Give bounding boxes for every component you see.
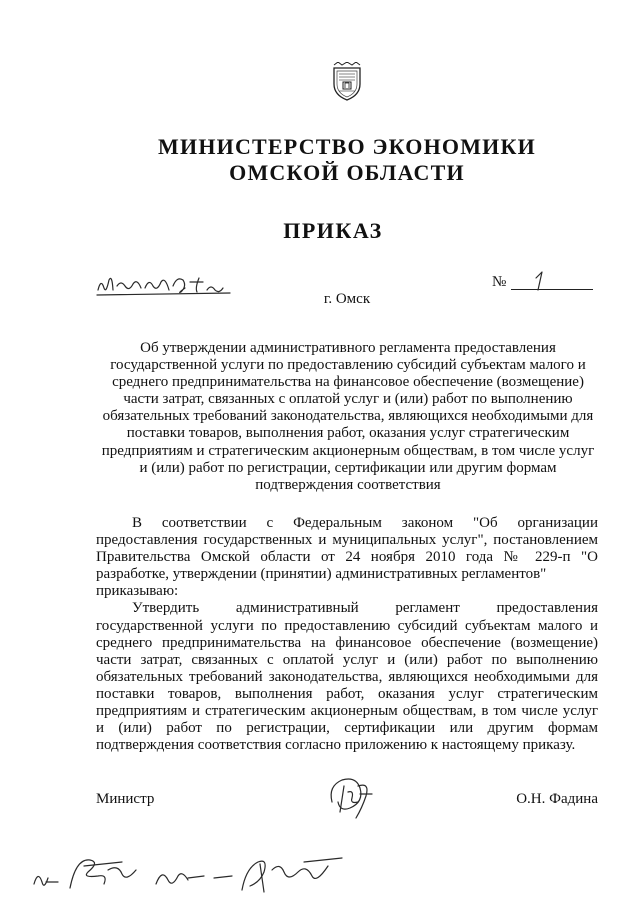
city: г. Омск [323,291,371,307]
ministry-line-1: МИНИСТЕРСТВО ЭКОНОМИКИ [158,134,536,159]
order-body [96,515,598,754]
ministry-name [0,134,640,186]
coat-of-arms-icon [330,62,364,102]
order-title: ПРИКАЗ [283,218,383,243]
body-paragraph-1: В соответствии с Федеральным законом "Об организации предоставления государственных и муниципальных услуг", постановлением Правительства Омской области от 24 ноября 2010 года № 229-п "О разработке, утверждении (принятии) административных регламентов" [96,515,598,583]
body-paragraph-2: Утвердить административный регламент предоставления государственной услуги по предоставлению субсидий субъектам малого и среднего предпринимательства на финансовое обеспечение (возмещение) части затрат, связанных с оплатой услуг и (или) работ по выполнению обязательных требований законодательства, являющихся необходимыми для поставки товаров, выполнения работ, оказания услуг стратегическим предприятиям и стратегическим акционерным обществам, в том числе услуг и (или) работ по регистрации, сертификации или другим формам подтверждения соответствия согласно приложению к настоящему приказу. [96,600,598,754]
order-number-label: № [492,274,507,290]
order-directive: приказываю: [96,583,179,600]
minister-signature [320,772,380,822]
order-subject: Об утверждении административного регламента предоставления государственной услуги по предоставлению субсидий субъектам малого и среднего предпринимательства на финансовое обеспечение (возмещение) части затрат, связанных с оплатой услуг и (или) работ по выполнению обязательных требований законодательства, являющихся необходимыми для поставки товаров, выполнения работ, оказания услуг стратегическим предприятиям и стратегическим акционерным обществам, в том числе услуг и (или) работ по регистрации, сертификации или другим формам подтверждения соответствия [101,340,595,493]
signatory-position: Министр [96,791,155,807]
approval-visas [28,848,348,898]
ministry-line-2: ОМСКОЙ ОБЛАСТИ [229,160,465,185]
handwritten-order-number [530,270,550,292]
signatory-name: О.Н. Фадина [516,791,598,807]
order-number-line [511,289,593,290]
